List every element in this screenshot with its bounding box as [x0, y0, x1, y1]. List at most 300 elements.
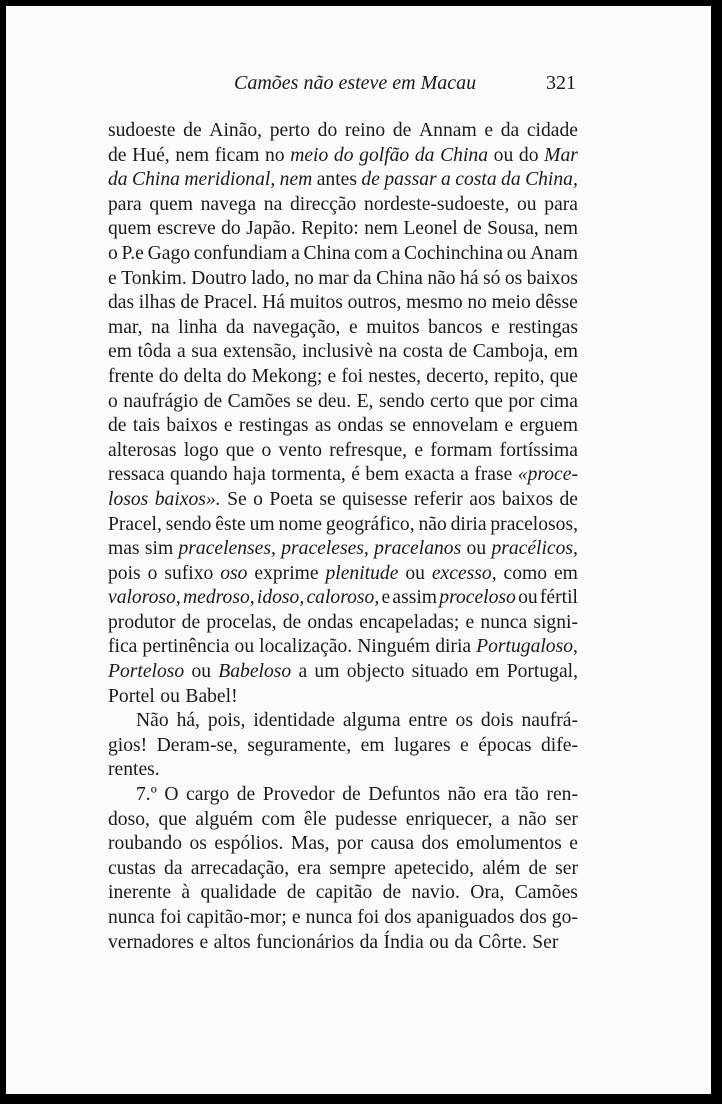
word: Deram-se,: [156, 734, 238, 756]
running-title: Camões não esteve em Macau: [234, 72, 477, 94]
text-line: [108, 709, 578, 734]
word: Repito:: [301, 218, 359, 240]
word: emolumentos: [456, 833, 562, 855]
word: pois,: [207, 710, 246, 732]
word: delta: [183, 365, 222, 387]
word: o: [147, 562, 158, 584]
word: da: [108, 169, 128, 191]
word: por: [336, 833, 364, 855]
word: Ninguém: [357, 636, 431, 658]
word: lado,: [251, 267, 290, 289]
word: é: [351, 464, 360, 486]
word: e: [381, 587, 391, 609]
word: meridional,: [184, 169, 276, 191]
text-line: [108, 906, 578, 931]
word: oso: [220, 562, 248, 584]
word: Portugal,: [506, 661, 578, 683]
page-header: [108, 72, 578, 102]
word: localização.: [259, 636, 353, 658]
word: Camões: [227, 390, 291, 412]
word: frente: [108, 365, 154, 387]
word: meio: [290, 144, 329, 166]
word: nordeste-sudoeste,: [364, 193, 510, 215]
word: que: [225, 439, 255, 461]
word: sudoeste: [108, 120, 176, 141]
word: gios!: [108, 734, 148, 756]
word: ou: [466, 538, 487, 560]
word: de: [361, 169, 380, 191]
word: muitos: [366, 316, 420, 338]
word: doso,: [108, 808, 150, 830]
word: dêsse: [535, 292, 578, 314]
word: os: [504, 267, 523, 289]
word: ou: [493, 144, 514, 166]
word: qualidade: [200, 882, 277, 904]
word: dois: [480, 710, 514, 732]
word: ficam: [214, 144, 260, 166]
text-line: [108, 758, 578, 783]
word: era: [483, 784, 508, 806]
word: em: [553, 562, 578, 584]
word: a: [176, 341, 186, 363]
word: ou: [517, 193, 537, 215]
word: e: [199, 931, 209, 953]
word: excesso,: [431, 562, 497, 584]
word: Ainão,: [209, 120, 263, 141]
text-line: [108, 414, 578, 439]
word: custas: [108, 857, 156, 879]
word: tormenta,: [271, 464, 346, 486]
word: o: [261, 439, 272, 461]
word: se: [389, 415, 406, 437]
word: ou: [405, 562, 425, 584]
word: muitos: [289, 292, 343, 314]
word: no: [264, 144, 285, 166]
word: China: [303, 242, 351, 264]
word: Defuntos: [368, 784, 441, 806]
word: roubando: [108, 833, 183, 855]
word: apetecido,: [394, 857, 475, 879]
word: baixos».: [154, 488, 221, 510]
word: referir: [413, 488, 463, 510]
text-line: [108, 439, 578, 464]
word: navegação,: [252, 316, 341, 338]
word: em: [475, 661, 500, 683]
word: pudesse: [335, 808, 398, 830]
word: passar: [384, 169, 437, 191]
word: das: [108, 292, 135, 314]
word: as: [314, 415, 332, 437]
word: bem: [365, 464, 400, 486]
word: losos: [108, 488, 149, 510]
word: Se: [227, 488, 247, 510]
word: um: [249, 513, 275, 535]
word: de: [448, 341, 468, 363]
word: épocas: [478, 734, 532, 756]
word: êste: [215, 513, 246, 535]
word: e: [484, 120, 494, 141]
word: da: [454, 931, 473, 953]
text-line: [108, 119, 578, 144]
word: Japão.: [246, 218, 296, 240]
word: Pracel.: [203, 292, 258, 314]
word: dife-: [541, 734, 578, 756]
word: nome: [278, 513, 323, 535]
word: a: [298, 661, 308, 683]
word: Babel!: [185, 685, 238, 707]
text-line: [108, 783, 578, 808]
word: os: [189, 833, 207, 855]
word: como: [503, 562, 548, 584]
word: e: [349, 316, 358, 338]
word: O: [164, 784, 179, 806]
text-line: [108, 144, 578, 169]
word: de: [392, 120, 412, 141]
word: E,: [356, 390, 374, 412]
word: haja: [233, 464, 266, 486]
word: China,: [525, 169, 578, 191]
word: inerente: [108, 882, 172, 904]
word: do: [221, 218, 241, 240]
word: o: [108, 390, 118, 412]
word: quisesse: [342, 488, 408, 510]
word: exprime: [254, 562, 319, 584]
word: cidade: [526, 120, 578, 141]
word: pracelenses,: [178, 538, 276, 560]
word: aos: [469, 488, 496, 510]
word: do: [333, 144, 354, 166]
word: da: [225, 316, 245, 338]
word: navio.: [411, 882, 460, 904]
word: 7.º: [136, 784, 157, 806]
word: mar,: [108, 316, 143, 338]
word: perto: [269, 120, 311, 141]
word: de: [108, 144, 127, 166]
word: em: [554, 341, 578, 363]
word: de: [236, 784, 256, 806]
word: Cochinchina: [404, 242, 504, 264]
text-line: [108, 832, 578, 857]
word: de: [528, 857, 547, 879]
text-line: [108, 267, 578, 292]
word: de: [463, 218, 482, 240]
word: não: [418, 513, 447, 535]
word: linha: [178, 316, 218, 338]
word: refresque,: [329, 439, 408, 461]
word: frase: [474, 464, 513, 486]
word: signi-: [533, 611, 578, 633]
word: na: [263, 193, 283, 215]
word: sendo: [165, 513, 212, 535]
word: em: [108, 341, 132, 363]
word: além: [482, 857, 521, 879]
word: direcção: [289, 193, 357, 215]
word: a: [391, 242, 401, 264]
word: e: [569, 833, 578, 855]
text-line: [108, 562, 578, 587]
word: e: [491, 316, 500, 338]
word: ser: [555, 808, 578, 830]
word: arrecadação,: [190, 857, 290, 879]
word: China: [376, 267, 423, 289]
word: nestes,: [368, 365, 422, 387]
word: de: [342, 784, 361, 806]
word: logo: [183, 439, 219, 461]
word: sua: [191, 341, 218, 363]
word: de: [559, 488, 578, 510]
word: fortíssima: [499, 439, 578, 461]
word: de: [108, 415, 127, 437]
word: mar: [318, 267, 349, 289]
word: geográfico,: [325, 513, 415, 535]
word: caloroso,: [306, 587, 380, 609]
word: quem: [108, 218, 152, 240]
word: reino: [344, 120, 386, 141]
word: ou: [518, 587, 538, 609]
word: valoroso,: [108, 587, 181, 609]
text-line: [108, 857, 578, 882]
word: situado: [411, 661, 469, 683]
word: a: [441, 169, 451, 191]
word: Tonkim.: [121, 267, 187, 289]
word: por: [508, 390, 535, 412]
word: nem: [175, 144, 210, 166]
word: lugares: [393, 734, 451, 756]
text-line: [108, 168, 578, 193]
word: dos: [421, 833, 449, 855]
text-line: [108, 340, 578, 365]
word: ondas: [307, 611, 354, 633]
word: produtor: [108, 611, 176, 633]
page-number: 321: [546, 72, 576, 94]
word: da: [359, 931, 379, 953]
word: os: [455, 710, 473, 732]
word: Sousa,: [487, 218, 539, 240]
word: go-: [551, 907, 578, 928]
word: bancos: [428, 316, 483, 338]
word: Portel: [108, 685, 155, 707]
text-line: [108, 463, 578, 488]
word: e: [414, 439, 424, 461]
text-line: [108, 291, 578, 316]
word: em: [360, 734, 385, 756]
word: sim: [144, 538, 174, 560]
word: dos: [519, 907, 547, 928]
word: Côrte.: [478, 931, 527, 953]
word: e: [465, 611, 475, 633]
word: meio: [491, 292, 531, 314]
word: certo: [430, 390, 470, 412]
word: escreve: [156, 218, 216, 240]
text-line: [108, 513, 578, 538]
word: do: [226, 365, 247, 387]
word: a: [460, 464, 469, 486]
word: Doutro: [191, 267, 247, 289]
word: causa: [370, 833, 415, 855]
word: fértil: [539, 587, 578, 609]
word: Mas,: [290, 833, 330, 855]
word: cargo: [186, 784, 230, 806]
word: tão: [514, 784, 539, 806]
word: navega: [200, 193, 257, 215]
word: idoso,: [256, 587, 305, 609]
word: ondas: [337, 415, 384, 437]
text-line: [108, 217, 578, 242]
word: pracelosos,: [490, 513, 578, 535]
word: restingas: [508, 316, 578, 338]
text-line: [108, 881, 578, 906]
word: Camões: [514, 882, 578, 904]
word: ren-: [546, 784, 578, 806]
word: diria: [435, 636, 472, 658]
word: costa: [455, 169, 497, 191]
word: naufrágio: [123, 390, 199, 412]
word: tôda: [137, 341, 172, 363]
word: assim: [392, 587, 438, 609]
word: de: [180, 292, 199, 314]
word: alguma: [342, 710, 401, 732]
word: tais: [132, 415, 161, 437]
text-line: [108, 586, 578, 611]
word: mesmo: [406, 292, 463, 314]
word: inclusivè: [302, 341, 373, 363]
word: encapeladas;: [359, 611, 460, 633]
word: com: [354, 242, 388, 264]
book-page: [6, 6, 711, 1094]
text-line: [108, 242, 578, 267]
word: não: [447, 784, 476, 806]
word: Anam: [530, 242, 578, 264]
word: Índia: [383, 931, 424, 953]
word: e: [327, 365, 337, 387]
word: de: [286, 882, 306, 904]
word: Babeloso: [218, 661, 292, 683]
word: China: [440, 144, 489, 166]
word: se: [319, 488, 336, 510]
word: Ser: [532, 931, 559, 953]
word: no: [294, 267, 314, 289]
word: da: [164, 857, 183, 879]
text-line: [108, 660, 578, 685]
word: a: [291, 242, 300, 264]
word: Gago: [147, 242, 191, 264]
word: quando: [170, 464, 228, 486]
word: nem: [279, 169, 313, 191]
word: foi: [159, 907, 182, 928]
text-line: [108, 390, 578, 415]
word: Camboja,: [472, 341, 549, 363]
word: foi: [357, 907, 380, 928]
word: com: [261, 808, 296, 830]
word: nunca: [480, 611, 528, 633]
text-line: [108, 365, 578, 390]
word: e: [460, 734, 469, 756]
word: dos: [384, 907, 412, 928]
word: não: [427, 267, 456, 289]
text-line: [108, 193, 578, 218]
text-line: [108, 685, 578, 710]
word: o: [108, 242, 118, 264]
word: capitão: [315, 882, 373, 904]
word: medroso,: [182, 587, 255, 609]
text-line: [108, 611, 578, 636]
word: decerto,: [426, 365, 489, 387]
word: objecto: [346, 661, 405, 683]
text-line: [108, 316, 578, 341]
word: Mar: [544, 144, 578, 166]
word: se: [296, 390, 313, 412]
word: ou: [191, 661, 212, 683]
word: China: [132, 169, 180, 191]
word: repito,: [493, 365, 545, 387]
word: restingas: [238, 415, 309, 437]
word: pracélicos,: [491, 538, 578, 560]
word: Hué,: [132, 144, 170, 166]
word: ser: [555, 857, 578, 879]
word: enriquecer,: [405, 808, 493, 830]
word: praceleses,: [281, 538, 369, 560]
word: Portugaloso,: [476, 636, 578, 658]
word: da: [353, 267, 372, 289]
word: quem: [149, 193, 193, 215]
word: alterosas: [108, 439, 177, 461]
word: que: [474, 390, 503, 412]
word: antes: [316, 169, 357, 191]
word: só: [482, 267, 501, 289]
word: baixos: [166, 415, 218, 437]
word: foi: [341, 365, 364, 387]
word: altos: [213, 931, 251, 953]
word: da: [414, 144, 435, 166]
word: sempre: [329, 857, 386, 879]
word: capitão-mor;: [186, 907, 287, 928]
word: identidade: [253, 710, 335, 732]
text-line: [108, 537, 578, 562]
word: na: [378, 341, 398, 363]
word: nem: [544, 218, 578, 240]
word: erguem: [519, 415, 578, 437]
word: do: [317, 120, 338, 141]
word: deu.: [317, 390, 352, 412]
word: do: [158, 365, 179, 387]
word: entre: [408, 710, 448, 732]
word: baixos: [526, 267, 578, 289]
word: para: [544, 193, 578, 215]
word: outros,: [347, 292, 402, 314]
word: de: [203, 390, 223, 412]
word: formam: [430, 439, 493, 461]
word: funcionários: [256, 931, 355, 953]
word: da: [501, 169, 521, 191]
word: costa: [402, 341, 443, 363]
word: e: [504, 415, 514, 437]
word: e: [291, 907, 301, 928]
word: extensão,: [223, 341, 297, 363]
word: baixos: [501, 488, 554, 510]
word: na: [151, 316, 170, 338]
word: há,: [176, 710, 200, 732]
word: a: [501, 808, 510, 830]
word: para: [108, 193, 142, 215]
word: fica: [108, 636, 138, 658]
word: sendo: [378, 390, 425, 412]
word: sufixo: [164, 562, 214, 584]
text-line: [108, 635, 578, 660]
word: Há: [262, 292, 285, 314]
word: ressaca: [108, 464, 165, 486]
word: não: [518, 808, 547, 830]
word: vento: [278, 439, 323, 461]
